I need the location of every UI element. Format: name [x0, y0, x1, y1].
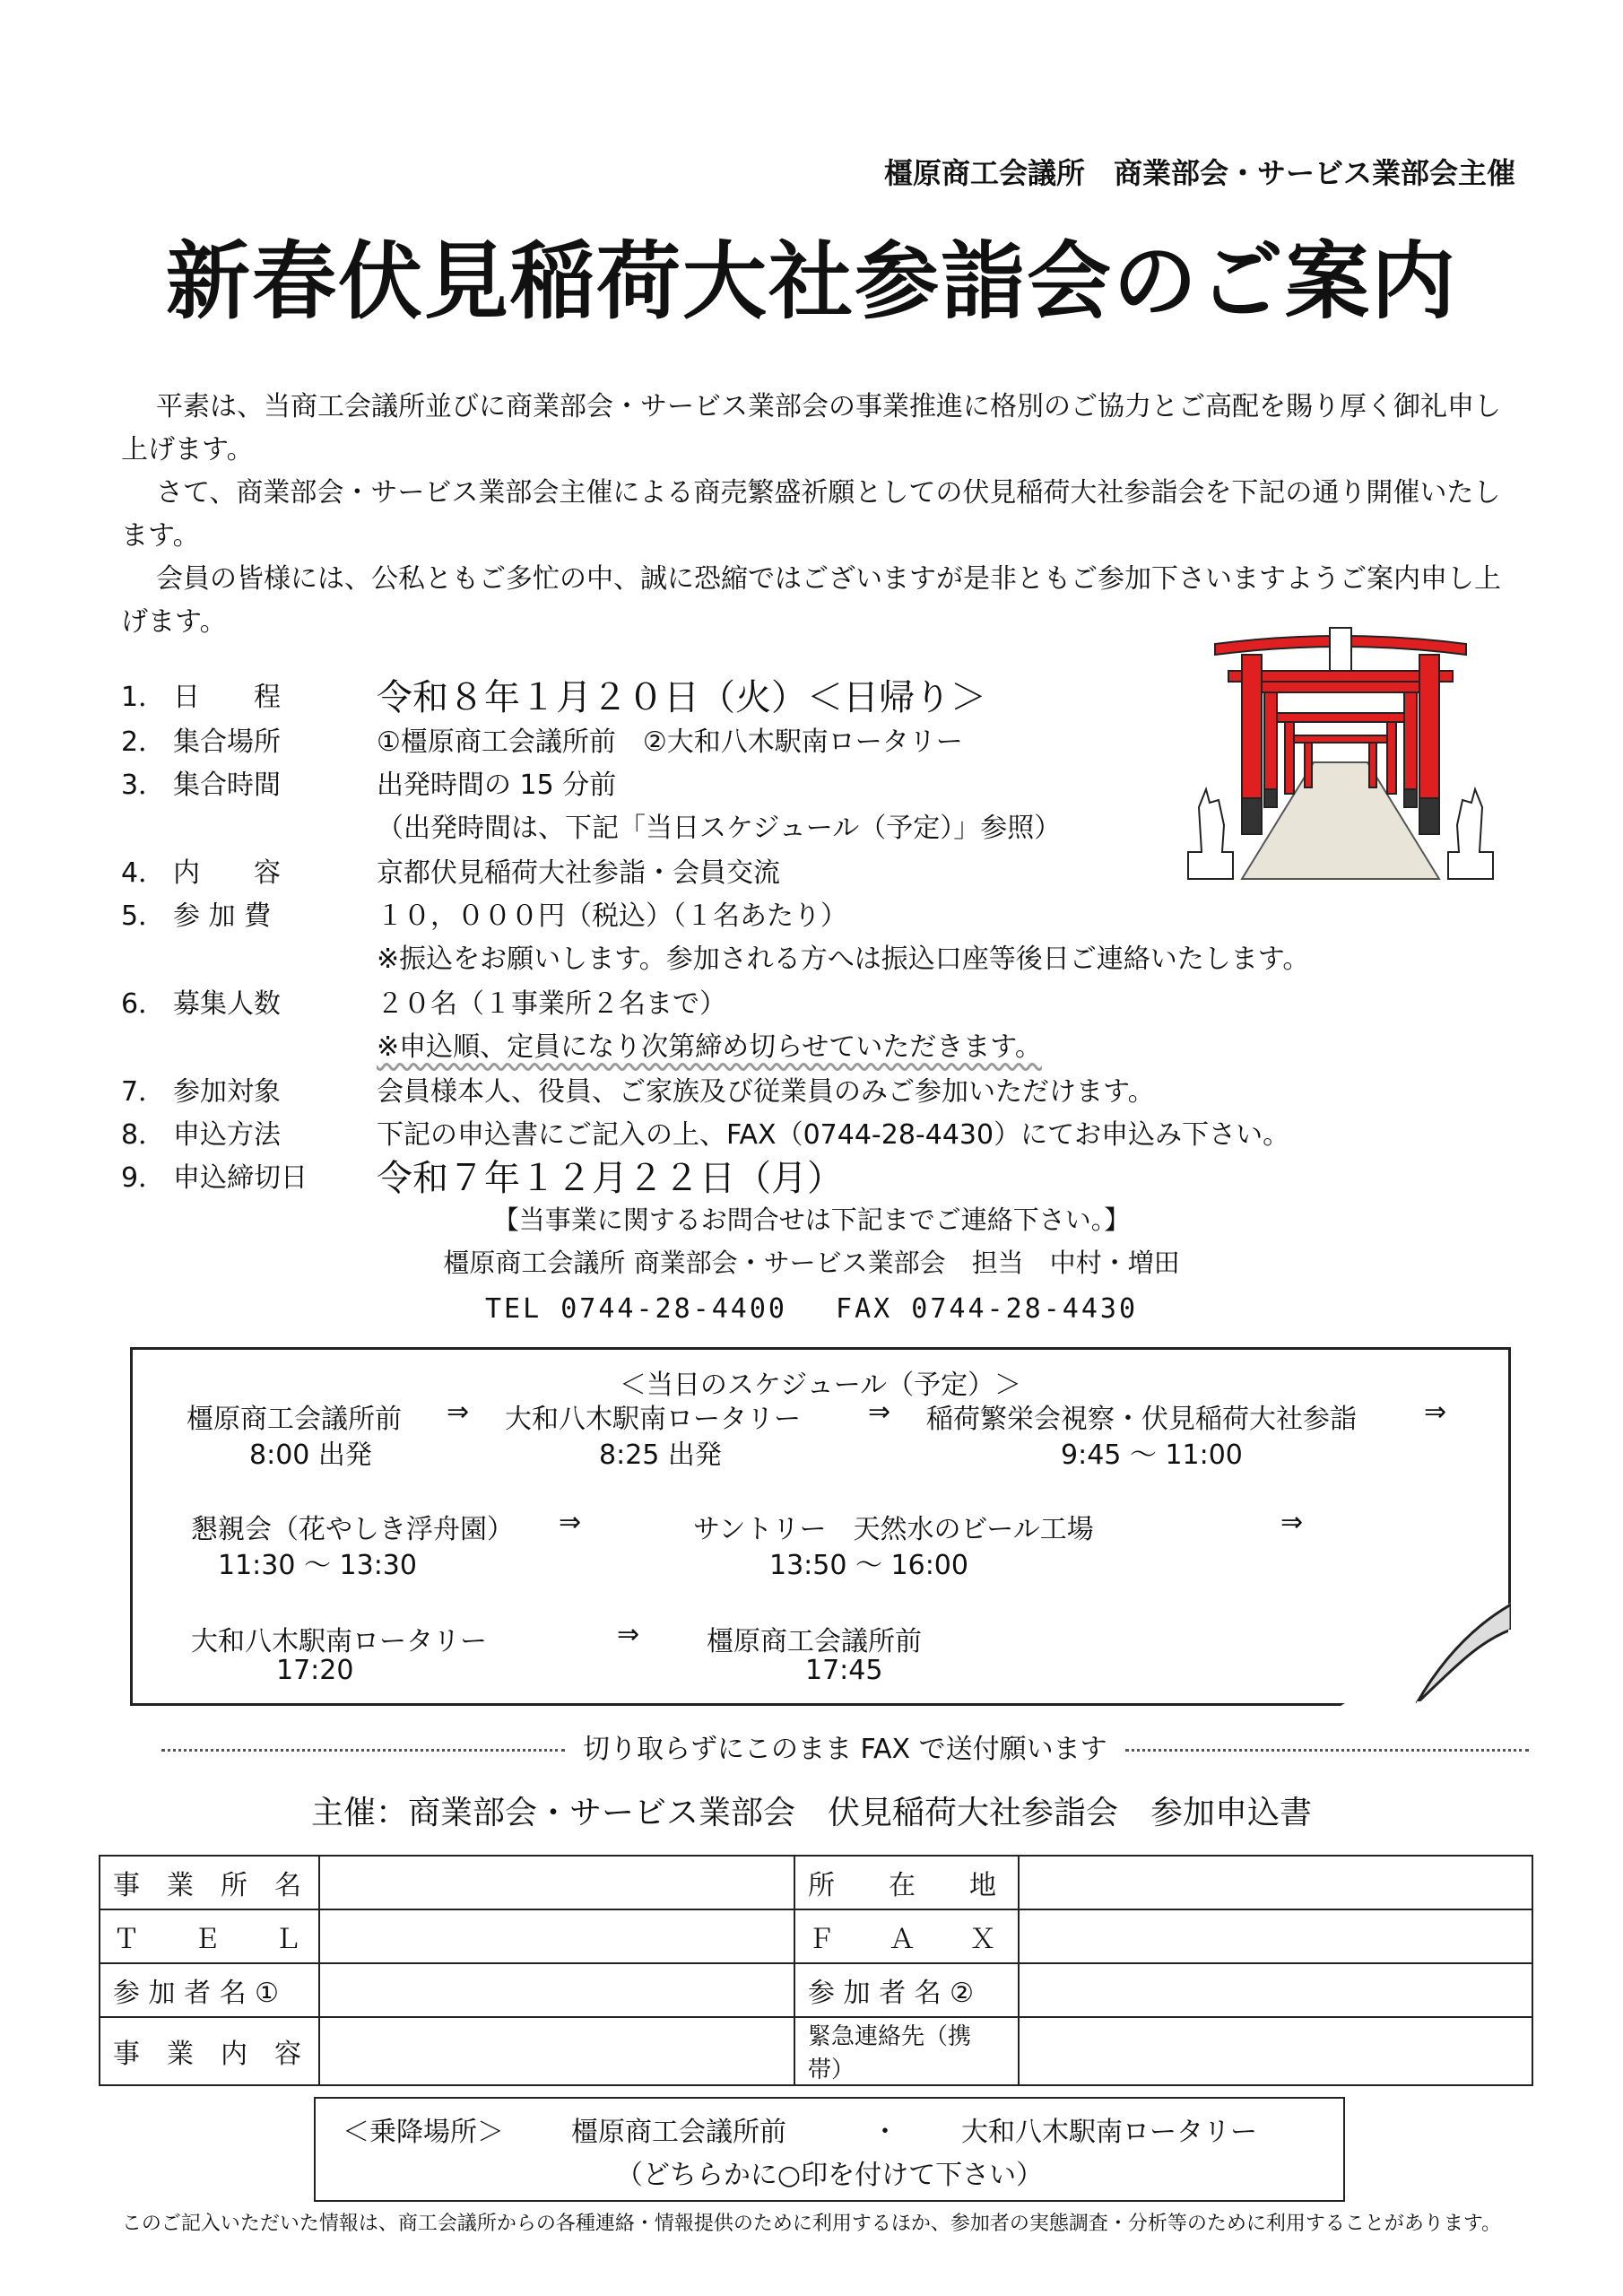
schedule-time: 17:20: [276, 1655, 354, 1686]
item-label: 集合時間: [173, 770, 281, 801]
application-form: [99, 1855, 1533, 2086]
participant-2-field[interactable]: [1019, 1963, 1532, 2017]
page-title: 新春伏見稲荷大社参詣会のご案内: [165, 233, 1457, 331]
contact-heading: 【当事業に関するお問合せは下記までご連絡下さい。】: [492, 1205, 1131, 1235]
item-value: １０，０００円（税込）（１名あたり）: [377, 900, 847, 932]
cut-line: [143, 1726, 1506, 1766]
item-value: 下記の申込書にご記入の上、FAX（0744-28-4430）にてお申込み下さい。: [377, 1119, 1290, 1151]
pickup-option[interactable]: 橿原商工会議所前: [571, 2117, 786, 2148]
form-label: 所 在 地: [794, 1856, 1019, 1909]
item-note: ※振込をお願いします。参加される方へは振込口座等後日ご連絡いたします。: [377, 944, 1310, 975]
item-label: 日 程: [173, 682, 281, 713]
address-field[interactable]: [1019, 1856, 1532, 1909]
item-label: 募集人数: [173, 988, 281, 1020]
intro-paragraph: 会員の皆様には、公私ともご多忙の中、誠に恐縮ではございますが是非ともご参加下さいますようご案内申し上げます。: [121, 563, 1501, 638]
item-label: 参 加 費: [173, 900, 272, 932]
pickup-label: ＜乗降場所＞: [343, 2117, 504, 2148]
arrow-icon: ⇒: [868, 1396, 891, 1428]
item-value: 出発時間の 15 分前: [377, 770, 617, 801]
form-label: 事 業 所 名: [100, 1856, 319, 1909]
schedule-stop: 橿原商工会議所前: [187, 1404, 402, 1435]
item-number: 2．: [121, 726, 166, 758]
deadline-date: 令和７年１２月２２日（月）: [377, 1158, 843, 1199]
form-label: 事 業 内 容: [100, 2017, 319, 2085]
form-row: [100, 1856, 1532, 1909]
arrow-icon: ⇒: [1424, 1396, 1447, 1428]
item-number: 7．: [121, 1076, 166, 1108]
schedule-time: 8:00 出発: [249, 1439, 372, 1471]
privacy-note: このご記入いただいた情報は、商工会議所からの各種連絡・情報提供のために利用するほか、参加者の実態調査・分析等のために利用することがあります。: [121, 2213, 1502, 2235]
schedule-stop: 橿原商工会議所前: [707, 1626, 922, 1657]
form-label: 緊急連絡先（携帯）: [794, 2017, 1019, 2085]
schedule-stop: 稲荷繁栄会視察・伏見稲荷大社参詣: [926, 1404, 1357, 1435]
arrow-icon: ⇒: [1280, 1507, 1304, 1538]
item-value: 会員様本人、役員、ご家族及び従業員のみご参加いただけます。: [377, 1076, 1155, 1108]
schedule-time: 11:30 ～ 13:30: [218, 1550, 417, 1581]
form-label: Ｆ Ａ Ｘ: [794, 1909, 1019, 1963]
contact-department: 橿原商工会議所 商業部会・サービス業部会 担当 中村・増田: [443, 1248, 1180, 1278]
pickup-separator: ・: [872, 2117, 898, 2148]
item-number: 1．: [121, 682, 166, 713]
company-name-field[interactable]: [319, 1856, 794, 1909]
intro-paragraph: さて、商業部会・サービス業部会主催による商売繁盛祈願としての伏見稲荷大社参詣会を下記の通り開催いたします。: [121, 477, 1501, 552]
schedule-title: ＜当日のスケジュール（予定）＞: [619, 1370, 1022, 1401]
intro-text: [121, 386, 1515, 644]
form-title: 主催：商業部会・サービス業部会 伏見稲荷大社参詣会 参加申込書: [310, 1795, 1312, 1831]
dotted-line: [1125, 1749, 1529, 1752]
tel-field[interactable]: [319, 1909, 794, 1963]
item-value: 京都伏見稲荷大社参詣・会員交流: [377, 857, 780, 889]
business-description-field[interactable]: [319, 2017, 794, 2085]
participant-1-field[interactable]: [319, 1963, 794, 2017]
arrow-icon: ⇒: [617, 1619, 640, 1650]
item-value: ①橿原商工会議所前 ②大和八木駅南ロータリー: [377, 726, 963, 758]
schedule-time: 13:50 ～ 16:00: [769, 1550, 968, 1581]
pickup-location-box: [314, 2097, 1345, 2202]
form-row: [100, 2017, 1532, 2085]
item-number: 6．: [121, 988, 166, 1020]
schedule-box: [130, 1347, 1511, 1706]
emergency-contact-field[interactable]: [1019, 2017, 1532, 2085]
item-label: 内 容: [173, 857, 281, 889]
item-number: 5．: [121, 900, 166, 932]
dotted-line: [161, 1749, 565, 1752]
item-label: 集合場所: [173, 726, 281, 758]
item-value: ２０名（１事業所２名まで）: [377, 988, 726, 1020]
arrow-icon: ⇒: [447, 1396, 470, 1428]
form-label: 参 加 者 名 ②: [794, 1963, 1019, 2017]
item-label: 申込方法: [173, 1119, 281, 1151]
schedule-time: 9:45 ～ 11:00: [1061, 1439, 1243, 1471]
schedule-time: 17:45: [805, 1655, 883, 1686]
schedule-time: 8:25 出発: [599, 1439, 722, 1471]
page-curl-decoration: [1341, 1603, 1511, 1706]
form-label: Ｔ Ｅ Ｌ: [100, 1909, 319, 1963]
item-number: 9．: [121, 1162, 166, 1194]
schedule-stop: サントリー 天然水のビール工場: [693, 1514, 1094, 1545]
torii-gate-illustration: [1179, 610, 1502, 888]
item-note: ※申込順、定員になり次第締め切らせていただきます。: [377, 1031, 1042, 1063]
item-note: （出発時間は、下記「当日スケジュール（予定）」参照）: [377, 813, 1062, 844]
item-number: 4．: [121, 857, 166, 889]
fax-field[interactable]: [1019, 1909, 1532, 1963]
arrow-icon: ⇒: [559, 1507, 582, 1538]
organizer-line: 橿原商工会議所 商業部会・サービス業部会主催: [883, 156, 1515, 190]
item-number: 3．: [121, 770, 166, 801]
intro-paragraph: 平素は、当商工会議所並びに商業部会・サービス業部会の事業推進に格別のご協力とご高配を賜り厚く御礼申し上げます。: [121, 391, 1501, 465]
form-label: 参 加 者 名 ①: [100, 1963, 319, 2017]
form-row: [100, 1909, 1532, 1963]
schedule-stop: 懇親会（花やしき浮舟園）: [191, 1514, 514, 1545]
contact-phone-fax: TEL 0744-28-4400 FAX 0744-28-4430: [484, 1293, 1139, 1325]
schedule-stop: 大和八木駅南ロータリー: [505, 1404, 801, 1435]
item-number: 8．: [121, 1119, 166, 1151]
schedule-stop: 大和八木駅南ロータリー: [191, 1626, 487, 1657]
pickup-instruction: （どちらかに○印を付けて下さい）: [615, 2160, 1044, 2191]
event-date: 令和８年１月２０日（火）＜日帰り＞: [377, 677, 986, 718]
item-label: 申込締切日: [173, 1162, 308, 1194]
item-label: 参加対象: [173, 1076, 281, 1108]
cut-line-text: 切り取らずにこのまま FAX で送付願います: [583, 1734, 1107, 1765]
form-row: [100, 1963, 1532, 2017]
pickup-option[interactable]: 大和八木駅南ロータリー: [961, 2117, 1257, 2148]
